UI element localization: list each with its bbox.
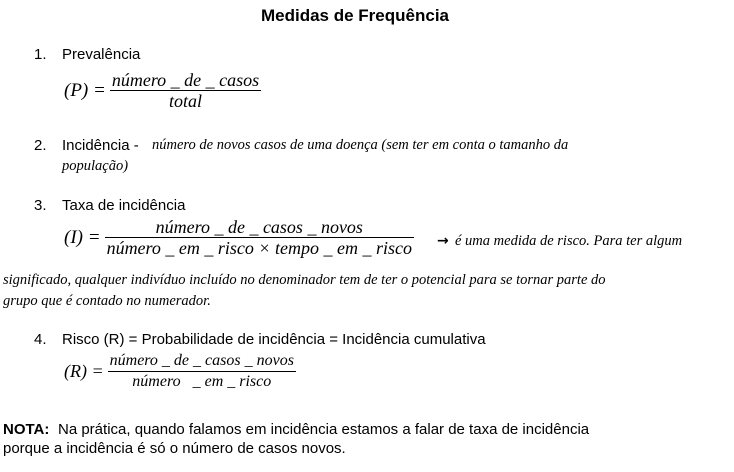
nota-line1: Na prática, quando falamos em incidência estamos a falar de taxa de incidência: [58, 421, 590, 438]
item-number-1: 1.: [34, 46, 47, 63]
formula-prevalence: [64, 70, 261, 111]
item-note-line2: significado, qualquer indivíduo incluído no denominador tem de ter o potencial para se tornar parte do: [3, 272, 606, 288]
formula-numerator: número _ de _ casos _ novos: [155, 217, 363, 237]
item-description-line1: número de novos casos de uma doença (sem ter em conta o tamanho da: [152, 137, 569, 153]
nota-label: NOTA:: [3, 421, 50, 438]
page-title: Medidas de Frequência: [261, 6, 449, 25]
item-number-4: 4.: [34, 331, 47, 348]
formula-incidence-rate: [64, 217, 414, 258]
item-label-taxa: Taxa de incidência: [62, 197, 186, 214]
item-label-incidencia: Incidência -: [62, 137, 139, 154]
formula-numerator: número _ de _ casos: [111, 70, 260, 90]
formula-lhs: (I) =: [64, 226, 101, 248]
formula-denominator: número _ em _ risco: [132, 373, 272, 390]
formula-denominator: número _ em _ risco × tempo _ em _ risco: [106, 238, 412, 258]
formula-fraction: [108, 351, 296, 392]
formula-numerator: número _ de _ casos _ novos: [109, 352, 294, 369]
formula-denominator: total: [169, 91, 203, 111]
item-description-line2: população): [62, 158, 129, 174]
right-arrow-icon: →: [437, 233, 449, 249]
nota-line2: porque a incidência é só o número de casos novos.: [3, 440, 346, 457]
item-label-prevalencia: Prevalência: [62, 46, 141, 63]
item-note-line3: grupo que é contado no numerador.: [3, 293, 211, 309]
formula-fraction: [105, 217, 414, 258]
formula-lhs: (P) =: [64, 79, 106, 101]
item-note-line1: é uma medida de risco. Para ter algum: [455, 233, 683, 249]
item-number-3: 3.: [34, 197, 47, 214]
item-number-2: 2.: [34, 137, 47, 154]
formula-fraction: [110, 70, 261, 111]
formula-lhs: (R) =: [64, 361, 104, 381]
item-label-risco: Risco (R) = Probabilidade de incidência = Incidência cumulativa: [62, 331, 486, 348]
formula-risk: [64, 351, 296, 392]
